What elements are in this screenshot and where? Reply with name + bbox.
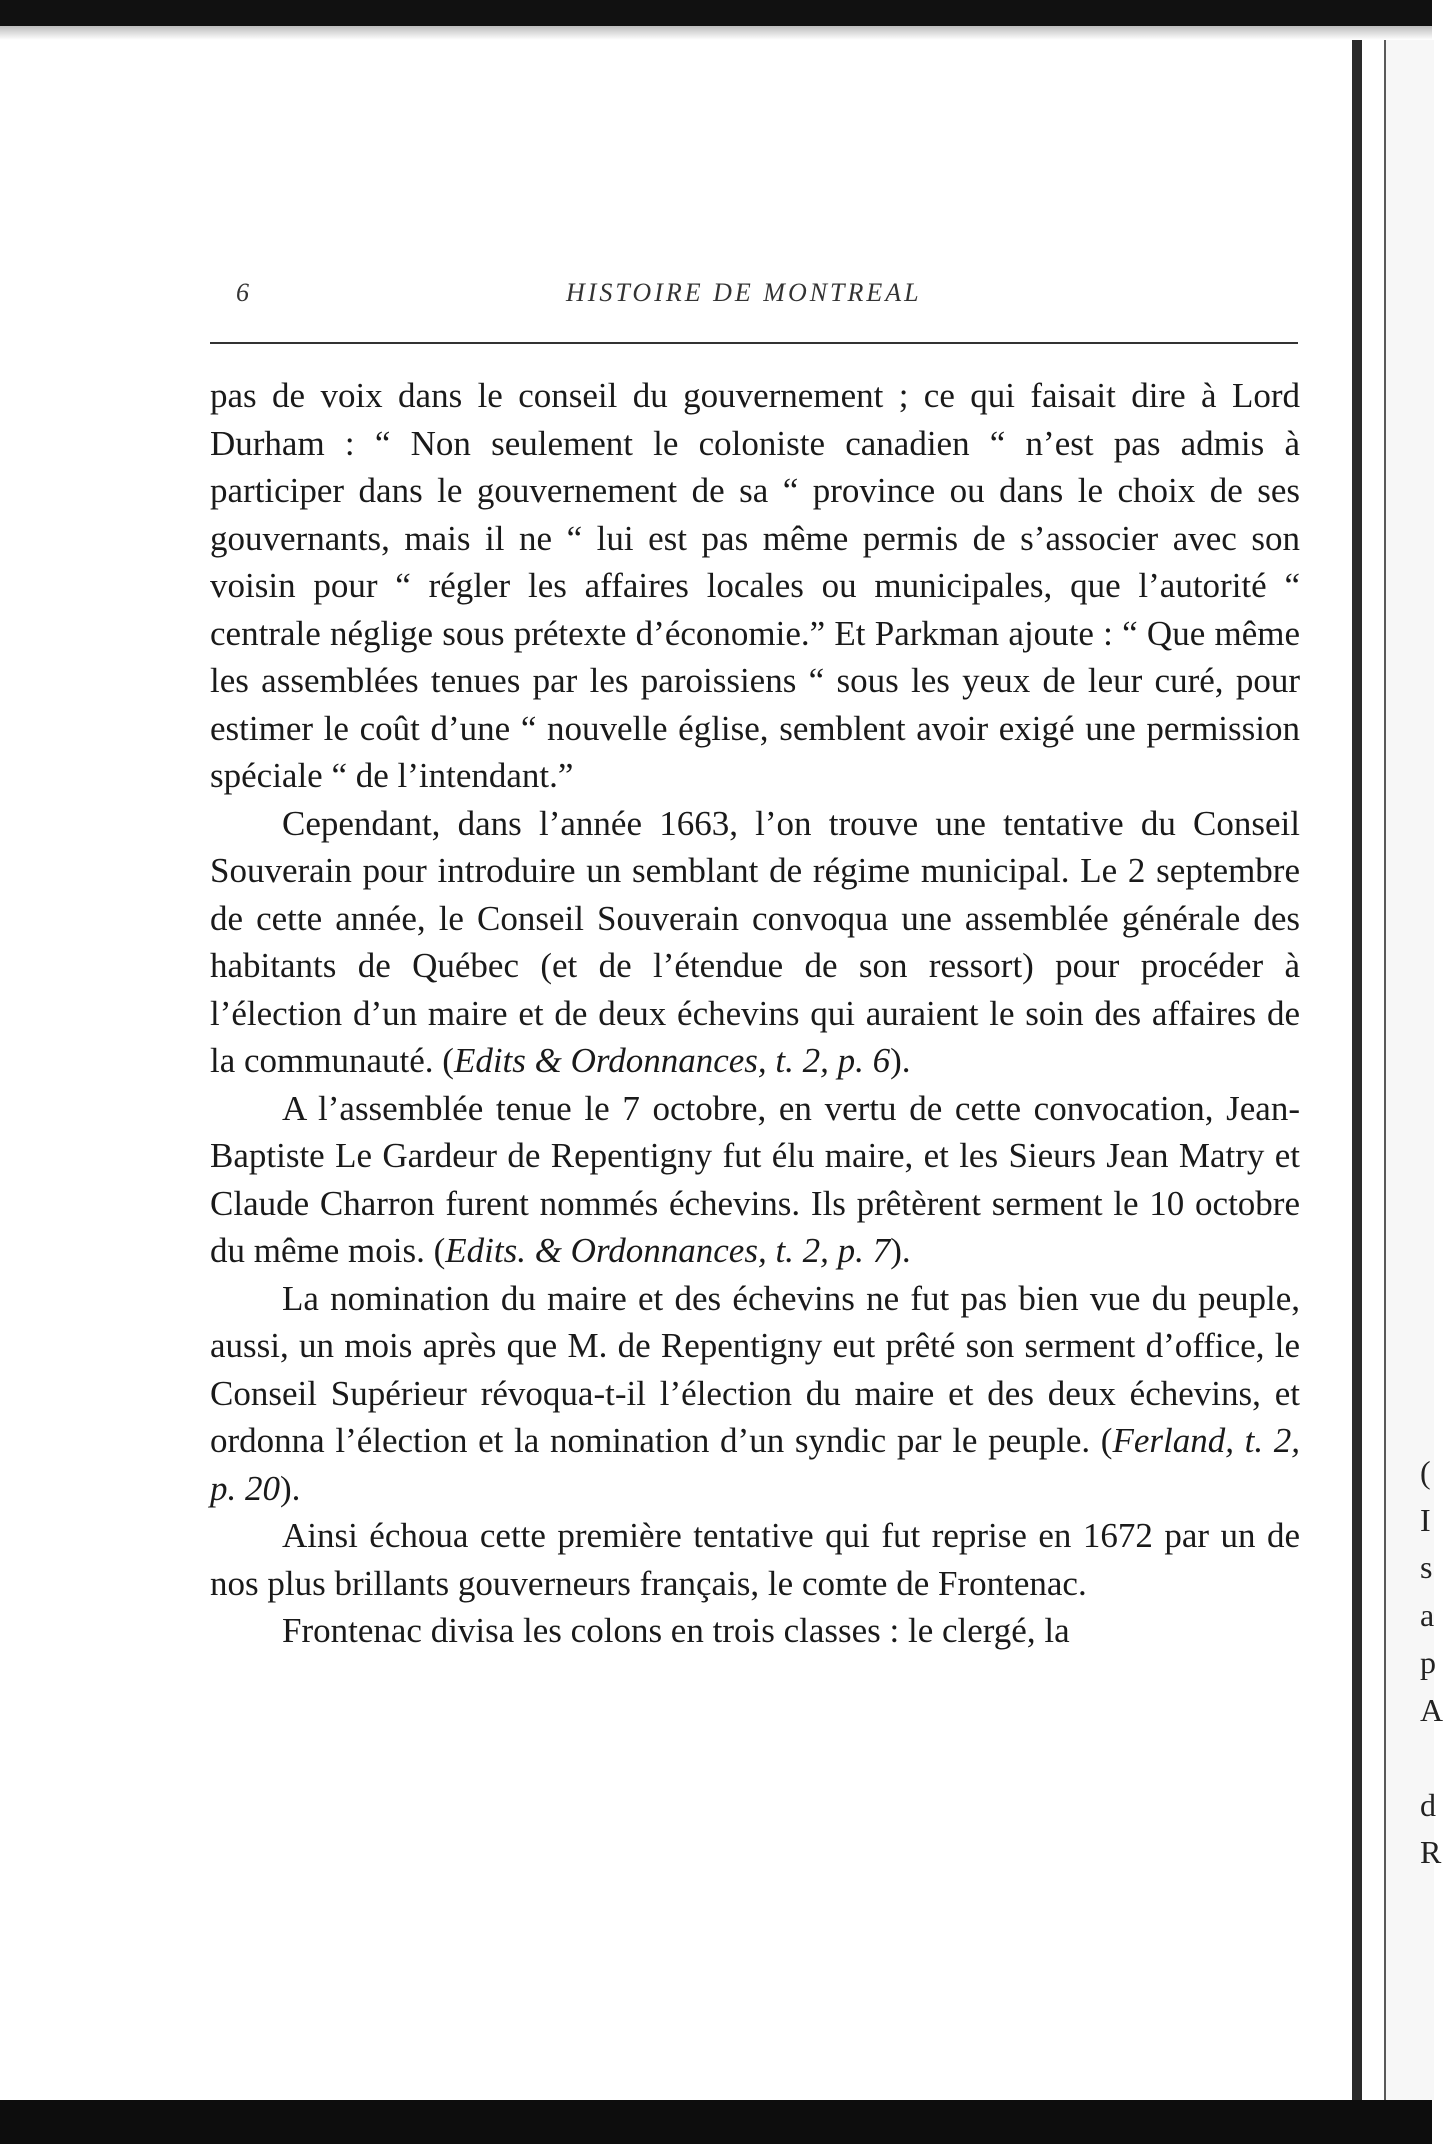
citation: Edits & Ordonnances, t. 2, p. 6 bbox=[453, 1041, 891, 1080]
adjacent-page-letter: I bbox=[1420, 1501, 1431, 1538]
paragraph bbox=[210, 1512, 1300, 1607]
text-segment: ). bbox=[890, 1041, 911, 1080]
page-number: 6 bbox=[236, 278, 249, 307]
text-segment: Frontenac divisa les colons en trois classes : le clergé, la bbox=[282, 1611, 1070, 1650]
adjacent-page-letter: R bbox=[1420, 1834, 1442, 1870]
text-segment: A l’assemblée tenue le 7 octobre, en vertu de cette convocation, Jean-Baptiste Le Gardeur de Repentigny fut élu maire, et les Sieurs Jean Matry et Claude Charron furent nommés échevins. Ils prêtèrent serment le 10 octobre du même mois. ( bbox=[210, 1088, 1300, 1270]
citation: Ferland, t. 2, p. 20 bbox=[210, 1421, 1300, 1508]
running-title: HISTOIRE DE MONTREAL bbox=[566, 278, 922, 307]
paragraph bbox=[210, 1085, 1300, 1275]
adjacent-page-letter: A bbox=[1420, 1691, 1443, 1728]
paragraph bbox=[210, 1275, 1300, 1513]
scan-top-shadow bbox=[0, 26, 1432, 40]
adjacent-page-letter: a bbox=[1420, 1596, 1435, 1633]
header-rule bbox=[210, 342, 1298, 344]
adjacent-page-letter: s bbox=[1420, 1549, 1433, 1585]
scan-bottom-border bbox=[0, 2100, 1432, 2144]
adjacent-page-letter: ( bbox=[1420, 1454, 1431, 1490]
text-segment: ). bbox=[890, 1231, 911, 1270]
citation: Edits. & Ordonnances, t. 2, p. 7 bbox=[445, 1231, 891, 1270]
text-segment: Ainsi échoua cette première tentative qui fut reprise en 1672 par un de nos plus brillants gouverneurs français, le comte de Frontenac. bbox=[210, 1516, 1300, 1603]
paragraph bbox=[210, 800, 1300, 1085]
text-segment: pas de voix dans le conseil du gouvernement ; ce qui faisait dire à Lord Durham : “ Non seulement le coloniste canadien “ n’est pas admis à participer dans le gouvernement de sa “ province ou dans le choix de ses gouvernants, mais il ne “ lui est pas même permis de s’associer avec son voisin pour “ régler les affaires locales ou municipales, que l’autorité “ centrale néglige sous prétexte d’économie.” Et Parkman ajoute : “ Que même les assemblées tenues par les paroissiens “ sous les yeux de leur curé, pour estimer le coût d’une “ nouvelle église, semblent avoir exigé une permission spéciale “ de l’intendant.” bbox=[210, 376, 1300, 795]
adjacent-page-letter: d bbox=[1420, 1786, 1436, 1823]
text-segment: ). bbox=[280, 1468, 301, 1508]
page-edge-shadow bbox=[1352, 40, 1362, 2100]
adjacent-page-letter: p bbox=[1420, 1644, 1436, 1680]
paragraph bbox=[210, 1607, 1300, 1655]
scan-top-border bbox=[0, 0, 1432, 26]
body-text bbox=[210, 372, 1300, 1655]
text-segment: La nomination du maire et des échevins ne fut pas bien vue du peuple, aussi, un mois après que M. de Repentigny eut prêté son serment d’office, le Conseil Supérieur révoqua-t-il l’élection du maire et des deux échevins, et ordonna l’élection et la nomination d’un syndic par le peuple. ( bbox=[210, 1278, 1300, 1460]
adjacent-page-sliver bbox=[1384, 40, 1443, 2100]
page-header bbox=[236, 272, 1296, 318]
paragraph bbox=[210, 372, 1300, 800]
text-segment: Cependant, dans l’année 1663, l’on trouve une tentative du Conseil Souverain pour introduire un semblant de régime municipal. Le 2 septembre de cette année, le Conseil Souverain convoqua une assemblée générale des habitants de Québec (et de l’étendue de son ressort) pour procéder à l’élection d’un maire et de deux échevins qui auraient le soin des affaires de la communauté. ( bbox=[210, 803, 1300, 1080]
page-gutter bbox=[1362, 40, 1384, 2100]
